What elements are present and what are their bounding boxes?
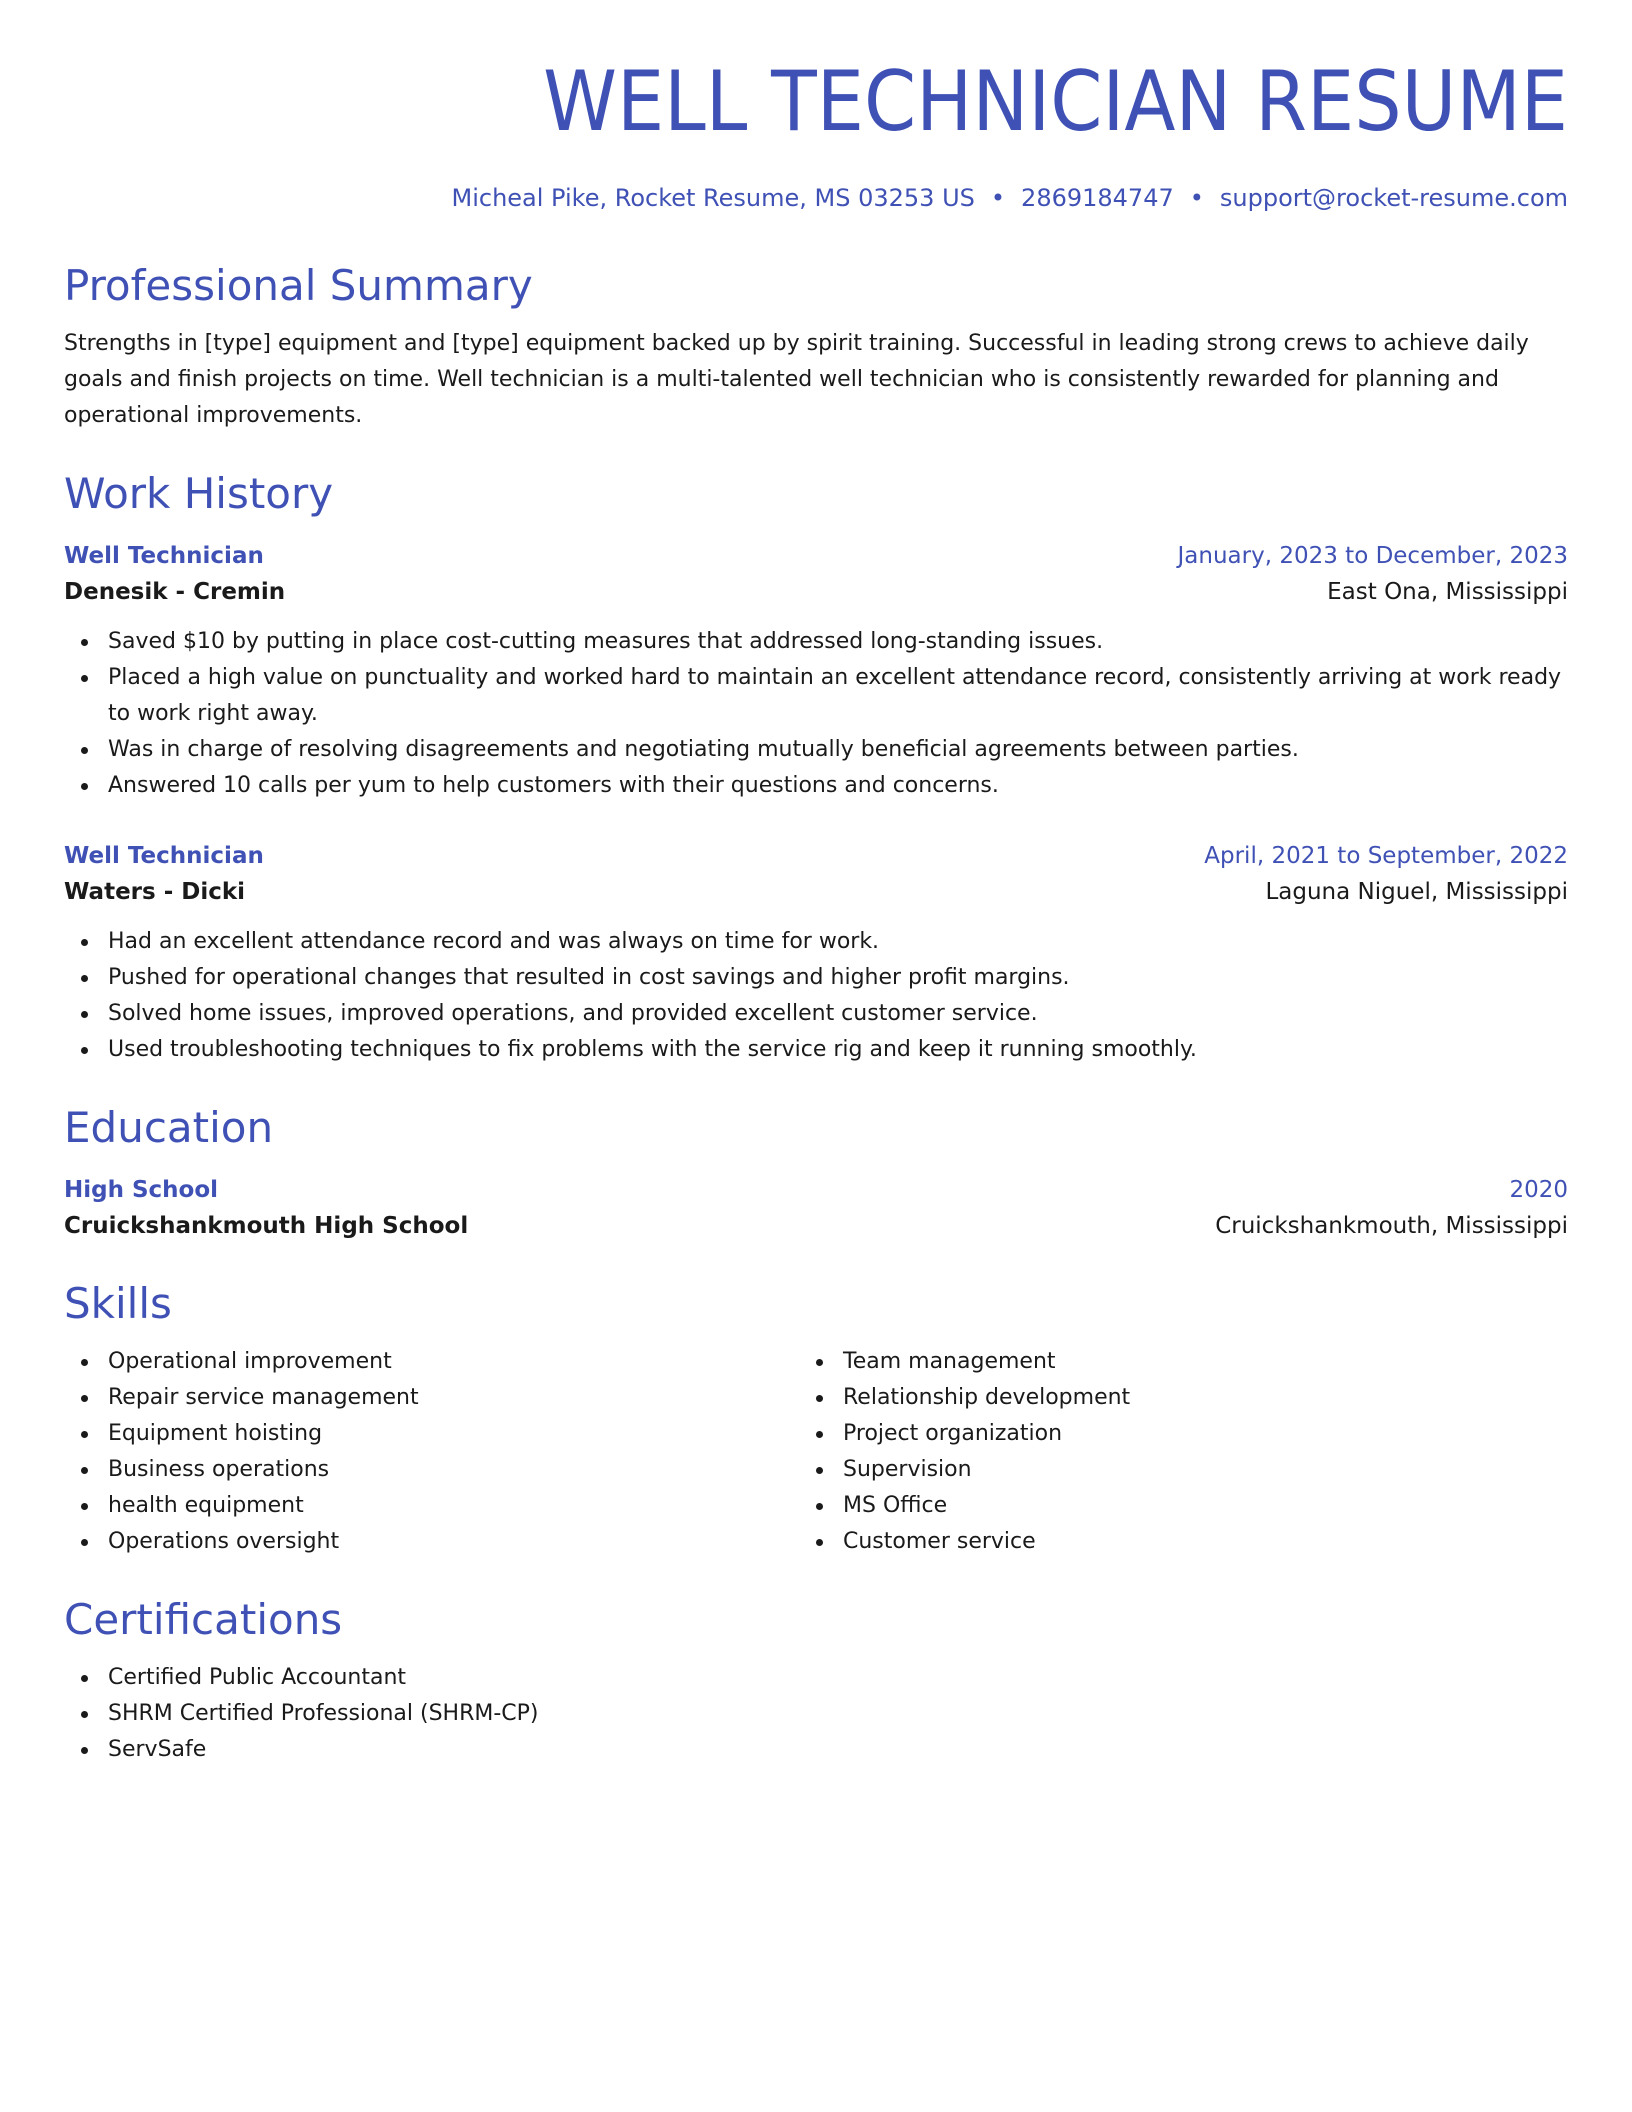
education-heading: Education xyxy=(64,1103,274,1152)
skills-column-left xyxy=(64,1344,799,1560)
job-bullet: Saved $10 by putting in place cost-cutting measures that addressed long-standing issues. xyxy=(64,624,1568,660)
job-dates: April, 2021 to September, 2022 xyxy=(1204,843,1568,869)
education-section xyxy=(64,1102,1568,1244)
job-bullet: Used troubleshooting techniques to fix problems with the service rig and keep it running smoothly. xyxy=(64,1032,1568,1068)
skill-item: Customer service xyxy=(799,1524,1568,1560)
resume-title: WELL TECHNICIAN RESUME xyxy=(543,53,1568,150)
job-employer: Waters - Dicki xyxy=(64,879,246,905)
job-header-row xyxy=(64,838,1568,874)
certification-item: ServSafe xyxy=(64,1732,1568,1768)
certification-item: SHRM Certified Professional (SHRM-CP) xyxy=(64,1696,1568,1732)
job-header-row xyxy=(64,538,1568,574)
job-bullet: Solved home issues, improved operations, and provided excellent customer service. xyxy=(64,996,1568,1032)
skill-item: MS Office xyxy=(799,1488,1568,1524)
certifications-section xyxy=(64,1594,1568,1768)
job-title: Well Technician xyxy=(64,543,264,569)
job-employer-row xyxy=(64,574,1568,610)
job-employer: Denesik - Cremin xyxy=(64,579,286,605)
skills-column-right xyxy=(799,1344,1568,1560)
skill-item: Project organization xyxy=(799,1416,1568,1452)
skill-item: Supervision xyxy=(799,1452,1568,1488)
job-bullet: Pushed for operational changes that resulted in cost savings and higher profit margins. xyxy=(64,960,1568,996)
skill-item: Operations oversight xyxy=(64,1524,799,1560)
education-year: 2020 xyxy=(1509,1177,1568,1203)
education-school: Cruickshankmouth High School xyxy=(64,1213,469,1239)
education-location: Cruickshankmouth, Mississippi xyxy=(1215,1213,1568,1239)
job-entry xyxy=(64,538,1568,804)
summary-section xyxy=(64,260,1568,434)
skill-item: Equipment hoisting xyxy=(64,1416,799,1452)
job-employer-row xyxy=(64,874,1568,910)
education-degree: High School xyxy=(64,1177,219,1203)
education-school-row xyxy=(64,1208,1568,1244)
summary-text: Strengths in [type] equipment and [type] equipment backed up by spirit training. Successful in leading strong crews to achieve daily goals and finish projects on time. Well technician is a multi-talented well technician who is consistently rewarded for planning and operational improvements. xyxy=(64,331,1529,428)
skills-grid xyxy=(64,1344,1568,1560)
job-bullets xyxy=(64,624,1568,804)
job-location: Laguna Niguel, Mississippi xyxy=(1265,879,1568,905)
contact-phone: 2869184747 xyxy=(1021,184,1174,212)
skill-item: Team management xyxy=(799,1344,1568,1380)
skill-item: Business operations xyxy=(64,1452,799,1488)
certifications-list xyxy=(64,1660,1568,1768)
job-title: Well Technician xyxy=(64,843,264,869)
work-history-section xyxy=(64,468,1568,1068)
contact-line xyxy=(64,182,1568,214)
job-bullet: Answered 10 calls per yum to help customers with their questions and concerns. xyxy=(64,768,1568,804)
skill-item: Repair service management xyxy=(64,1380,799,1416)
work-history-heading: Work History xyxy=(64,469,334,518)
job-bullet: Had an excellent attendance record and was always on time for work. xyxy=(64,924,1568,960)
certifications-heading: Certifications xyxy=(64,1595,343,1644)
education-header-row xyxy=(64,1172,1568,1208)
skill-item: health equipment xyxy=(64,1488,799,1524)
contact-address: Micheal Pike, Rocket Resume, MS 03253 US xyxy=(451,184,975,212)
job-dates: January, 2023 to December, 2023 xyxy=(1177,543,1568,569)
contact-separator: • xyxy=(990,184,1006,212)
job-location: East Ona, Mississippi xyxy=(1327,579,1568,605)
contact-email[interactable]: support@rocket-resume.com xyxy=(1219,184,1568,212)
job-bullet: Placed a high value on punctuality and worked hard to maintain an excellent attendance record, consistently arriving at work ready to work right away. xyxy=(64,660,1568,732)
skill-item: Operational improvement xyxy=(64,1344,799,1380)
certification-item: Certified Public Accountant xyxy=(64,1660,1568,1696)
education-entry xyxy=(64,1172,1568,1244)
contact-separator: • xyxy=(1189,184,1204,212)
job-bullets xyxy=(64,924,1568,1068)
skills-section xyxy=(64,1278,1568,1560)
skills-heading: Skills xyxy=(64,1279,172,1328)
job-entry xyxy=(64,838,1568,1068)
job-bullet: Was in charge of resolving disagreements and negotiating mutually beneficial agreements between parties. xyxy=(64,732,1568,768)
summary-heading: Professional Summary xyxy=(64,261,533,310)
skill-item: Relationship development xyxy=(799,1380,1568,1416)
